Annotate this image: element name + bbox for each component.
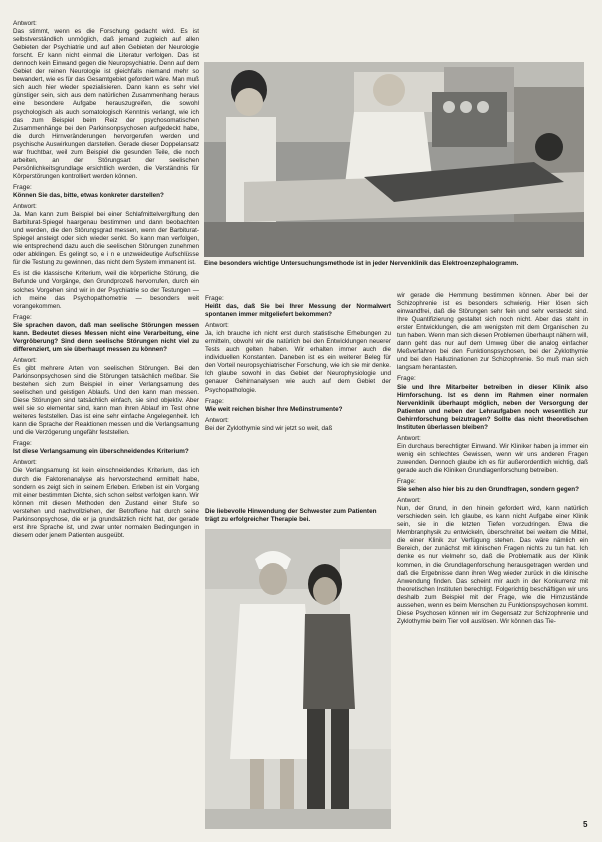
speaker-label: Frage:	[397, 375, 416, 383]
photo-caption-eeg: Eine besonders wichtige Untersuchungsmethode ist in jeder Nervenklinik das Elektroenzephalogramm.	[204, 260, 519, 267]
interview-question: Wie weit reichen bisher Ihre Meßinstrumente?	[205, 405, 343, 413]
speaker-label: Frage:	[13, 313, 32, 321]
interview-answer: Es gibt mehrere Arten von seelischen Störungen. Bei den Parkinsonpsychosen sind die Störungen tatsächlich meßbar. Sie bestehen sich zum Beispiel in einer Verlangsamung des seelischen und geistigen Ablaufs. Und den kann man messen. Diese Störungen sind tatsächlich einfach, sie sind objektiv. Aber weil sie so elementar sind, kann man ihren Ablauf im Test ohne weiteres feststellen. Das ist eine sehr einfache Angelegenheit. Ich kann die Sprache der Reaktionen messen und die Verlangsamung und die Verzögerung ungefähr feststellen.	[13, 364, 199, 437]
column-middle	[205, 292, 391, 502]
nurse-patient-illustration	[205, 529, 391, 829]
interview-question: Sie sehen also hier bis zu den Grundfragen, sondern gegen?	[397, 486, 579, 494]
speaker-label: Frage:	[205, 295, 224, 302]
interview-question: Sie sprachen davon, daß man seelische Störungen messen kann. Bedeutet dieses Messen nicht eine Verarbeitung, eine Vergröberung? Sind denn seelische Störungen nicht viel zu differenziert, um sie überhaupt messen zu können?	[13, 321, 199, 353]
speaker-label: Antwort:	[13, 20, 37, 27]
interview-question: Können Sie das, bitte, etwas konkreter darstellen?	[13, 191, 164, 199]
page-number: 5	[583, 820, 588, 829]
speaker-label: Antwort:	[13, 459, 37, 467]
interview-answer: Ja, ich brauche ich nicht erst durch statistische Erhebungen zu ermitteln, obwohl wir die natürlich bei den Entwicklungen neuerer Tests auch gelten haben. Wir erhalten immer auch die individuellen Konstanten. Daneben ist es ein weiterer Beleg für den Vorteil neuropsychiatrischer Forschung, wie ich sie mir denke. Ich glaube sowohl in das Gebiet der Neurophysiologie und genauer Gehirnanalysen wie auch auf dem Gebiet der Psychopathologie.	[205, 330, 391, 394]
speaker-label: Frage:	[397, 478, 416, 486]
interview-question: Sie und Ihre Mitarbeiter betreiben in dieser Klinik also Hirnforschung. Ist es denn im Rahmen einer normalen Nervenklinik überhaupt möglich, neben der Versorgung der Patienten und neben der Lehraufgaben noch wesentlich zur Gehirnforschung beizutragen? Sollte das nicht theoretischen Instituten überlassen bleiben?	[397, 383, 588, 431]
interview-answer: Die Verlangsamung ist kein einschneidendes Kriterium, das ich durch die Faktorenanalyse als hervorstechend ermittelt habe, sondern es zeigt sich in seinem Erleben. Erleben ist ein Vorgang mit einer bestimmten Dichte, sich schon selbst verfolgen kann. Wir können mit diesen Methoden den Zustand einer Stufe so verstehen und nachvollziehen, der Betroffene hat durch seine Parkinsonpsychose, die er ja grundsätzlich nicht hat, der gerade erst ihre Sprache ist, und zwar unter normalen Bedingungen in diesem oder jenem Patienten ausgeübt.	[13, 467, 199, 539]
speaker-label: Frage:	[13, 183, 32, 191]
interview-answer: Ja. Man kann zum Beispiel bei einer Schlafmittelvergiftung den Barbiturat-Spiegel haargenau bestimmen und dann beobachten und werden, die den Störungsgrad messen, wenn der Barbiturat-Spiegel ansteigt oder sich wieder senkt. So kann man verfolgen, wie entsprechend dazu auch die seelischen Störungen zunehmen oder abklingen. Es gelingt so, e i n e unzweideutige Aufschlüsse für die Testung zu gewinnen, das nicht dem System immanent ist.	[13, 211, 199, 267]
interview-answer: Nun, der Grund, in den hinein gefordert wird, kann natürlich verschieden sein. Ich glaube, es kann nicht Aufgabe einer Klinik sein, sie in die letzten Tiefen vorzudringen. Etwa die Membranphysik zu entwickeln, überschreitet bei weitem die Mittel, die einer Klinik zur Verfügung stehen. Das wäre nämlich ein Bereich, der zunächst mit klinischen Fragen nichts zu tun hat. Ich denke es nur vielmehr so, daß die Problematik aus der Klinik kommen, in die Grundlagenforschung herausgetragen werden und daß die Ergebnisse dann ihren Weg wieder zurück in die klinische Anwendung finden. Das scheint mir auch in der Konkurrenz mit theoretischen Instituten berechtigt. Folgerichtig beschäftigen wir uns deshalb zum Beispiel mit der Frage, wie die Hirnzustände aussehen, wenn es beim Menschen zu Funktionspsychosen kommt. Diese Psychosen können wir im Gegensatz zur Schizophrenie und Zyklothymie beim Tier voll auslösen. Wir können das Tie-	[397, 505, 588, 625]
column-right	[397, 292, 588, 825]
photo-caption-nurse: Die liebevolle Hinwendung der Schwester zum Patienten trägt zu erfolgreicher Therapie bei.	[205, 508, 377, 523]
speaker-label: Antwort:	[205, 322, 229, 330]
interview-question: Ist diese Verlangsamung ein überschneidendes Kriterium?	[13, 448, 189, 456]
speaker-label: Frage:	[13, 440, 32, 448]
interview-answer: Es ist die klassische Kriterium, weil die körperliche Störung, die Befunde und Vorgänge, den Grundprozeß hervorrufen, durch ein solches Vorgehen sind wir in der Psychiatrie so der Testungen — ich meine das Psychopathometrie — besonders weit vorangekommen.	[13, 270, 199, 310]
interview-question: Heißt das, daß Sie bei Ihrer Messung der Normalwert spontanen immer mitgeliefert bekommen?	[205, 303, 391, 319]
speaker-label: Antwort:	[13, 203, 37, 211]
interview-answer: Das stimmt, wenn es die Forschung gedacht wird. Es ist selbstverständlich unmöglich, daß jemand zugleich auf allen Gebieten der Psychiatrie und auf allen Gebieten der Neurologie forscht. Er kann nicht einmal die Literatur verfolgen. Das ist dennoch kein Einwand gegen die Neuropsychiatrie. Denn auf dem Gebiet der reinen Neurologie ist gleichfalls niemand mehr so bewandert, wie es für das Gesamtgebiet gefordert wäre. Man muß sich auch hier wieder spezialisieren. Dann kann es sehr viel günstiger sein, sich aus dem natürlichen Zusammenhang heraus eine besondere Aufgabe herauszugreifen, die sowohl psychologisch als auch somatologisch Kenntnis verlangt, wie ich das zum Beispiel beim Reiz der psychosomatischen Zusammenhänge bei den Parkinsonpsychosen aufgedeckt habe, die durch Hirnveränderungen hervorgerufen werden und psychische Auswirkungen darstellen. Gerade dieser Doppelansatz war fruchtbar, weil zum Beispiel die gesunden Teile, die noch arbeiten, an der Störungsart der seelischen Persönlichkeitsgrundlage ersichtlich werden, die Verständnis für Körperstörungen kontrolliert werden können.	[13, 28, 199, 180]
speaker-label: Antwort:	[13, 356, 37, 364]
column-left	[13, 17, 199, 825]
interview-answer: wir gerade die Hemmung bestimmen können. Aber bei der Schizophrenie ist es besonders schwierig. Hier lösen sich einwandfrei, daß die Störungen sehr fein und sehr versteckt sind. Ihre Quantifizierung gestaltet sich noch nicht. Aber das steht in erster Entwicklungen, die am wenigsten mit dem Organischen zu tun haben. Wenn man sich diesen Problemen überhaupt nähern will, dann geht das nur auf dem Umweg über die analog einfacher Meßverfahren bei den Funktionspsychosen, bei der Zyklothymie und bei den Halluzinationen zur Schizophrenie. So muß man sich langsam herantasten.	[397, 292, 588, 372]
speaker-label: Antwort:	[205, 416, 229, 424]
speaker-label: Antwort:	[397, 497, 421, 505]
speaker-label: Antwort:	[397, 434, 421, 442]
speaker-label: Frage:	[205, 397, 224, 405]
interview-answer: Bei der Zyklothymie sind wir jetzt so weit, daß	[205, 424, 333, 432]
eeg-examination-photo	[204, 62, 584, 257]
interview-answer: Ein durchaus berechtigter Einwand. Wir Kliniker haben ja immer ein wenig ein schlechtes Gewissen, wenn wir uns anderen Fragen zuwenden. Dennoch glaube ich es für außerordentlich wichtig, daß gerade auch die Kliniken Grundlagenforschung betreiben.	[397, 442, 588, 474]
nurse-patient-photo	[205, 529, 391, 829]
eeg-examination-illustration	[204, 62, 584, 257]
